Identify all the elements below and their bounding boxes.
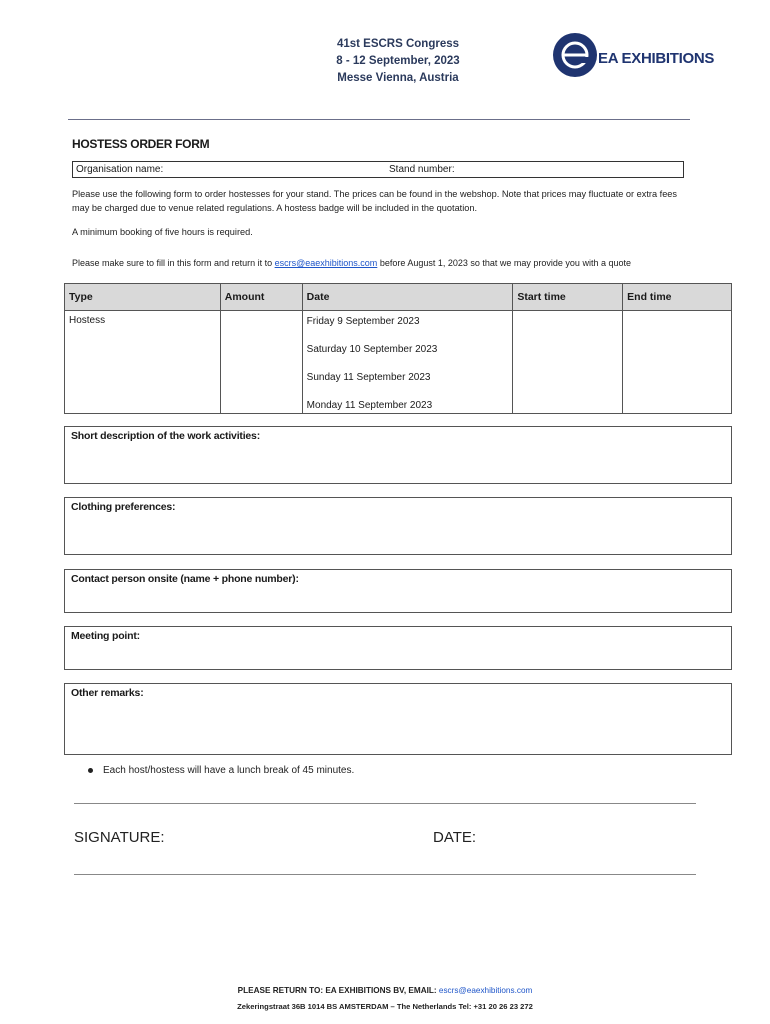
col-header-type: Type (65, 284, 221, 311)
ea-logo-icon (553, 33, 597, 77)
clothing-preferences-field[interactable] (64, 497, 732, 555)
return-suffix: before August 1, 2023 so that we may provide you with a quote (379, 258, 631, 268)
meeting-point-field[interactable] (64, 626, 732, 670)
minimum-booking-text: A minimum booking of five hours is required. (72, 227, 253, 237)
signature-label: SIGNATURE: (74, 829, 165, 846)
return-prefix: Please make sure to fill in this form and return it to (72, 258, 273, 268)
event-title: 41st ESCRS Congress (336, 38, 460, 50)
signature-top-divider (74, 803, 696, 804)
lunch-break-text: Each host/hostess will have a lunch break of 45 minutes. (103, 765, 355, 776)
table-header-row (65, 284, 732, 311)
bullet-icon (88, 768, 93, 773)
col-header-start-time: Start time (513, 284, 623, 311)
other-remarks-label: Other remarks: (71, 687, 144, 699)
signature-bottom-divider (74, 874, 696, 875)
col-header-amount: Amount (220, 284, 302, 311)
date-label: DATE: (433, 829, 477, 846)
other-remarks-field[interactable] (64, 683, 732, 755)
footer-return-label: PLEASE RETURN TO: EA EXHIBITIONS BV, EMAIL: (237, 986, 437, 995)
event-dates: 8 - 12 September, 2023 (336, 55, 460, 67)
date-item: Friday 9 September 2023 (306, 316, 420, 327)
date-item: Sunday 11 September 2023 (306, 372, 431, 383)
footer-email-link[interactable]: escrs@eaexhibitions.com (438, 986, 533, 995)
footer-return (0, 986, 770, 995)
clothing-preferences-label: Clothing preferences: (71, 501, 176, 513)
cell-start-time[interactable] (513, 311, 623, 414)
meeting-point-label: Meeting point: (71, 630, 140, 642)
col-header-date: Date (302, 284, 513, 311)
form-title: HOSTESS ORDER FORM (72, 137, 210, 151)
organisation-stand-field[interactable] (72, 161, 684, 178)
table-row (65, 311, 732, 414)
col-header-end-time: End time (623, 284, 732, 311)
contact-person-field[interactable] (64, 569, 732, 613)
cell-dates (302, 311, 513, 414)
cell-end-time[interactable] (623, 311, 732, 414)
company-logo-text: EA EXHIBITIONS (598, 50, 715, 67)
return-email-link[interactable]: escrs@eaexhibitions.com (274, 258, 378, 268)
intro-text: Please use the following form to order hostesses for your stand. The prices can be found in the webshop. Note that prices may fluctuate or extra fees may be charged due to venue related regulations. A hostess badge will be included in the quotation. (72, 189, 678, 213)
work-description-field[interactable] (64, 426, 732, 484)
organisation-label: Organisation name: (76, 164, 164, 175)
date-item: Saturday 10 September 2023 (306, 344, 438, 355)
footer-address: Zekeringstraat 36B 1014 BS AMSTERDAM – The Netherlands Tel: +31 20 26 23 272 (237, 1002, 533, 1011)
date-item: Monday 11 September 2023 (306, 400, 433, 411)
cell-amount[interactable] (220, 311, 302, 414)
event-venue: Messe Vienna, Austria (337, 72, 459, 84)
work-description-label: Short description of the work activities: (71, 430, 260, 442)
lunch-break-note (88, 765, 354, 776)
order-table (64, 283, 732, 414)
cell-type: Hostess (65, 311, 221, 414)
header-divider (68, 119, 690, 120)
contact-person-label: Contact person onsite (name + phone number): (71, 573, 299, 585)
return-instructions (72, 258, 692, 268)
stand-number-label: Stand number: (389, 164, 455, 175)
